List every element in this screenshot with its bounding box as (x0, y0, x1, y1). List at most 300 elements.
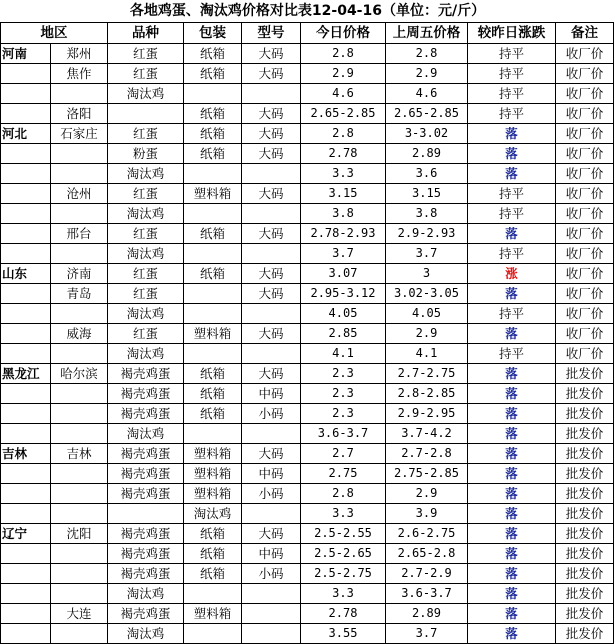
city-cell (51, 484, 108, 504)
size-cell (242, 504, 301, 524)
change-cell: 落 (468, 144, 556, 164)
prov-cell (1, 404, 51, 424)
last-friday-price-cell: 3-3.02 (386, 124, 468, 144)
last-friday-price-cell: 2.9-2.95 (386, 404, 468, 424)
pack-cell: 纸箱 (184, 544, 242, 564)
note-cell: 收厂价 (556, 304, 614, 324)
last-friday-price-cell: 2.65-2.8 (386, 544, 468, 564)
note-cell: 收厂价 (556, 344, 614, 364)
note-cell: 批发价 (556, 364, 614, 384)
today-price-cell: 2.3 (301, 404, 386, 424)
page-title: 各地鸡蛋、淘汰鸡价格对比表12-04-16（单位：元/斤） (129, 3, 486, 19)
variety-cell: 褐壳鸡蛋 (108, 484, 184, 504)
note-cell: 收厂价 (556, 324, 614, 344)
today-price-cell: 2.5-2.75 (301, 564, 386, 584)
variety-cell: 褐壳鸡蛋 (108, 564, 184, 584)
variety-cell: 淘汰鸡 (108, 84, 184, 104)
last-friday-price-cell: 2.9 (386, 64, 468, 84)
today-price-cell: 2.8 (301, 44, 386, 64)
today-price-cell: 2.9 (301, 64, 386, 84)
variety-cell: 褐壳鸡蛋 (108, 404, 184, 424)
pack-cell: 纸箱 (184, 44, 242, 64)
note-cell: 收厂价 (556, 84, 614, 104)
note-cell: 收厂价 (556, 224, 614, 244)
change-cell: 落 (468, 364, 556, 384)
prov-cell (1, 84, 51, 104)
size-cell (242, 204, 301, 224)
change-cell: 落 (468, 564, 556, 584)
note-cell: 批发价 (556, 564, 614, 584)
last-friday-price-cell: 2.75-2.85 (386, 464, 468, 484)
change-cell: 落 (468, 604, 556, 624)
prov-cell (1, 244, 51, 264)
prov-cell (1, 104, 51, 124)
variety-cell: 褐壳鸡蛋 (108, 604, 184, 624)
prov-cell: 河南 (1, 44, 51, 64)
today-price-cell: 2.65-2.85 (301, 104, 386, 124)
pack-cell: 塑料箱 (184, 464, 242, 484)
variety-cell: 红蛋 (108, 44, 184, 64)
change-cell: 涨 (468, 264, 556, 284)
change-cell: 持平 (468, 244, 556, 264)
prov-cell (1, 564, 51, 584)
city-cell: 郑州 (51, 44, 108, 64)
today-price-cell: 3.15 (301, 184, 386, 204)
note-cell: 批发价 (556, 604, 614, 624)
size-cell: 大码 (242, 104, 301, 124)
table-row (1, 344, 614, 364)
pack-cell (184, 244, 242, 264)
today-price-cell: 4.1 (301, 344, 386, 364)
pack-cell: 塑料箱 (184, 484, 242, 504)
last-friday-price-cell: 4.05 (386, 304, 468, 324)
size-cell (242, 84, 301, 104)
change-cell: 落 (468, 624, 556, 644)
prov-cell (1, 144, 51, 164)
prov-cell (1, 384, 51, 404)
last-friday-price-cell: 2.7-2.8 (386, 444, 468, 464)
pack-cell (184, 624, 242, 644)
prov-cell (1, 344, 51, 364)
today-price-cell: 2.75 (301, 464, 386, 484)
variety-cell: 褐壳鸡蛋 (108, 464, 184, 484)
prov-cell: 山东 (1, 264, 51, 284)
size-cell: 大码 (242, 124, 301, 144)
note-cell: 收厂价 (556, 104, 614, 124)
change-cell: 持平 (468, 304, 556, 324)
table-row (1, 504, 614, 524)
prov-cell (1, 584, 51, 604)
prov-cell (1, 284, 51, 304)
city-cell (51, 164, 108, 184)
size-cell: 大码 (242, 444, 301, 464)
last-friday-price-cell: 3.15 (386, 184, 468, 204)
note-cell: 批发价 (556, 404, 614, 424)
city-cell (51, 464, 108, 484)
header-region: 地区 (1, 23, 108, 44)
change-cell: 落 (468, 384, 556, 404)
today-price-cell: 4.6 (301, 84, 386, 104)
pack-cell: 纸箱 (184, 404, 242, 424)
today-price-cell: 3.7 (301, 244, 386, 264)
table-row (1, 404, 614, 424)
change-cell: 落 (468, 504, 556, 524)
size-cell: 小码 (242, 564, 301, 584)
header-note: 备注 (556, 23, 614, 44)
prov-cell (1, 484, 51, 504)
city-cell (51, 84, 108, 104)
change-cell: 落 (468, 524, 556, 544)
today-price-cell: 3.55 (301, 624, 386, 644)
note-cell: 收厂价 (556, 44, 614, 64)
header-lastfri: 上周五价格 (386, 23, 468, 44)
table-row (1, 64, 614, 84)
pack-cell: 纸箱 (184, 364, 242, 384)
size-cell: 大码 (242, 184, 301, 204)
today-price-cell: 2.5-2.65 (301, 544, 386, 564)
pack-cell: 纸箱 (184, 524, 242, 544)
last-friday-price-cell: 2.9-2.93 (386, 224, 468, 244)
note-cell: 批发价 (556, 484, 614, 504)
variety-cell: 褐壳鸡蛋 (108, 524, 184, 544)
header-pack: 包装 (184, 23, 242, 44)
last-friday-price-cell: 3.7-4.2 (386, 424, 468, 444)
pack-cell (184, 304, 242, 324)
city-cell: 焦作 (51, 64, 108, 84)
table-row (1, 264, 614, 284)
today-price-cell: 2.85 (301, 324, 386, 344)
city-cell (51, 584, 108, 604)
prov-cell: 辽宁 (1, 524, 51, 544)
table-row (1, 184, 614, 204)
change-cell: 落 (468, 124, 556, 144)
pack-cell: 纸箱 (184, 144, 242, 164)
last-friday-price-cell: 2.7-2.75 (386, 364, 468, 384)
variety-cell: 淘汰鸡 (108, 164, 184, 184)
prov-cell (1, 624, 51, 644)
variety-cell: 红蛋 (108, 264, 184, 284)
note-cell: 收厂价 (556, 144, 614, 164)
city-cell: 邢台 (51, 224, 108, 244)
city-cell (51, 624, 108, 644)
note-cell: 收厂价 (556, 124, 614, 144)
last-friday-price-cell: 2.9 (386, 324, 468, 344)
last-friday-price-cell: 2.6-2.75 (386, 524, 468, 544)
variety-cell: 褐壳鸡蛋 (108, 444, 184, 464)
change-cell: 落 (468, 484, 556, 504)
variety-cell: 红蛋 (108, 124, 184, 144)
prov-cell (1, 324, 51, 344)
variety-cell: 淘汰鸡 (108, 204, 184, 224)
table-row (1, 584, 614, 604)
size-cell: 大码 (242, 284, 301, 304)
change-cell: 落 (468, 324, 556, 344)
size-cell: 中码 (242, 544, 301, 564)
size-cell: 大码 (242, 144, 301, 164)
today-price-cell: 3.8 (301, 204, 386, 224)
prov-cell (1, 424, 51, 444)
pack-cell (184, 84, 242, 104)
pack-cell (184, 344, 242, 364)
note-cell: 收厂价 (556, 164, 614, 184)
pack-cell: 塑料箱 (184, 184, 242, 204)
city-cell (51, 504, 108, 524)
change-cell: 持平 (468, 84, 556, 104)
last-friday-price-cell: 4.6 (386, 84, 468, 104)
city-cell (51, 244, 108, 264)
change-cell: 落 (468, 424, 556, 444)
prov-cell (1, 604, 51, 624)
last-friday-price-cell: 3.02-3.05 (386, 284, 468, 304)
city-cell (51, 424, 108, 444)
prov-cell: 河北 (1, 124, 51, 144)
note-cell: 批发价 (556, 444, 614, 464)
change-cell: 落 (468, 544, 556, 564)
prov-cell (1, 64, 51, 84)
last-friday-price-cell: 2.7-2.9 (386, 564, 468, 584)
prov-cell: 黑龙江 (1, 364, 51, 384)
table-row (1, 424, 614, 444)
table-row (1, 304, 614, 324)
variety-cell: 红蛋 (108, 64, 184, 84)
size-cell (242, 604, 301, 624)
variety-cell: 红蛋 (108, 184, 184, 204)
city-cell: 沈阳 (51, 524, 108, 544)
size-cell: 大码 (242, 224, 301, 244)
prov-cell (1, 184, 51, 204)
variety-cell: 红蛋 (108, 324, 184, 344)
pack-cell: 纸箱 (184, 64, 242, 84)
city-cell (51, 404, 108, 424)
pack-cell (184, 284, 242, 304)
last-friday-price-cell: 2.9 (386, 484, 468, 504)
last-friday-price-cell: 3.7 (386, 244, 468, 264)
variety-cell: 淘汰鸡 (108, 584, 184, 604)
city-cell (51, 304, 108, 324)
table-row (1, 224, 614, 244)
pack-cell: 塑料箱 (184, 604, 242, 624)
prov-cell (1, 164, 51, 184)
size-cell: 小码 (242, 484, 301, 504)
prov-cell (1, 504, 51, 524)
table-row (1, 144, 614, 164)
table-row (1, 544, 614, 564)
pack-cell: 纸箱 (184, 384, 242, 404)
size-cell: 大码 (242, 64, 301, 84)
table-row (1, 244, 614, 264)
variety-cell: 红蛋 (108, 284, 184, 304)
change-cell: 落 (468, 464, 556, 484)
note-cell: 收厂价 (556, 64, 614, 84)
variety-cell: 粉蛋 (108, 144, 184, 164)
last-friday-price-cell: 2.89 (386, 144, 468, 164)
today-price-cell: 3.3 (301, 584, 386, 604)
change-cell: 持平 (468, 344, 556, 364)
variety-cell (108, 104, 184, 124)
city-cell (51, 344, 108, 364)
header-today: 今日价格 (301, 23, 386, 44)
size-cell: 大码 (242, 524, 301, 544)
city-cell (51, 544, 108, 564)
table-row (1, 364, 614, 384)
city-cell: 洛阳 (51, 104, 108, 124)
pack-cell: 纸箱 (184, 224, 242, 244)
table-row (1, 164, 614, 184)
city-cell: 大连 (51, 604, 108, 624)
pack-cell (184, 584, 242, 604)
table-row (1, 284, 614, 304)
note-cell: 批发价 (556, 584, 614, 604)
prov-cell (1, 204, 51, 224)
city-cell: 吉林 (51, 444, 108, 464)
today-price-cell: 2.3 (301, 364, 386, 384)
pack-cell: 纸箱 (184, 564, 242, 584)
pack-cell: 纸箱 (184, 104, 242, 124)
today-price-cell: 2.78 (301, 144, 386, 164)
last-friday-price-cell: 3.8 (386, 204, 468, 224)
pack-cell: 淘汰鸡 (184, 504, 242, 524)
city-cell: 威海 (51, 324, 108, 344)
change-cell: 落 (468, 444, 556, 464)
today-price-cell: 2.8 (301, 484, 386, 504)
variety-cell: 淘汰鸡 (108, 304, 184, 324)
city-cell: 沧州 (51, 184, 108, 204)
variety-cell: 褐壳鸡蛋 (108, 544, 184, 564)
change-cell: 持平 (468, 204, 556, 224)
pack-cell: 塑料箱 (184, 324, 242, 344)
prov-cell (1, 224, 51, 244)
prov-cell: 吉林 (1, 444, 51, 464)
variety-cell: 红蛋 (108, 224, 184, 244)
today-price-cell: 2.78-2.93 (301, 224, 386, 244)
table-row (1, 104, 614, 124)
change-cell: 持平 (468, 184, 556, 204)
note-cell: 批发价 (556, 524, 614, 544)
table-row (1, 384, 614, 404)
size-cell (242, 244, 301, 264)
today-price-cell: 2.3 (301, 384, 386, 404)
change-cell: 持平 (468, 104, 556, 124)
today-price-cell: 2.95-3.12 (301, 284, 386, 304)
today-price-cell: 4.05 (301, 304, 386, 324)
table-row (1, 444, 614, 464)
last-friday-price-cell: 2.8-2.85 (386, 384, 468, 404)
size-cell (242, 424, 301, 444)
city-cell: 青岛 (51, 284, 108, 304)
table-row (1, 324, 614, 344)
last-friday-price-cell: 2.65-2.85 (386, 104, 468, 124)
table-row (1, 564, 614, 584)
pack-cell: 纸箱 (184, 264, 242, 284)
city-cell (51, 144, 108, 164)
table-row (1, 624, 614, 644)
change-cell: 持平 (468, 44, 556, 64)
last-friday-price-cell: 3.9 (386, 504, 468, 524)
last-friday-price-cell: 3 (386, 264, 468, 284)
variety-cell: 淘汰鸡 (108, 344, 184, 364)
city-cell: 济南 (51, 264, 108, 284)
header-row (1, 23, 614, 44)
size-cell (242, 344, 301, 364)
pack-cell (184, 164, 242, 184)
header-change: 较昨日涨跌 (468, 23, 556, 44)
today-price-cell: 2.7 (301, 444, 386, 464)
table-row (1, 44, 614, 64)
change-cell: 落 (468, 224, 556, 244)
last-friday-price-cell: 3.7 (386, 624, 468, 644)
city-cell (51, 204, 108, 224)
note-cell: 批发价 (556, 424, 614, 444)
note-cell: 收厂价 (556, 244, 614, 264)
size-cell: 大码 (242, 264, 301, 284)
today-price-cell: 3.3 (301, 164, 386, 184)
size-cell: 小码 (242, 404, 301, 424)
table-row (1, 124, 614, 144)
note-cell: 批发价 (556, 504, 614, 524)
size-cell: 中码 (242, 384, 301, 404)
city-cell: 石家庄 (51, 124, 108, 144)
prov-cell (1, 304, 51, 324)
header-variety: 品种 (108, 23, 184, 44)
city-cell (51, 564, 108, 584)
last-friday-price-cell: 3.6 (386, 164, 468, 184)
variety-cell: 褐壳鸡蛋 (108, 364, 184, 384)
note-cell: 批发价 (556, 464, 614, 484)
note-cell: 收厂价 (556, 284, 614, 304)
pack-cell: 塑料箱 (184, 444, 242, 464)
variety-cell: 淘汰鸡 (108, 244, 184, 264)
prov-cell (1, 464, 51, 484)
note-cell: 收厂价 (556, 184, 614, 204)
today-price-cell: 3.07 (301, 264, 386, 284)
note-cell: 批发价 (556, 384, 614, 404)
city-cell: 哈尔滨 (51, 364, 108, 384)
change-cell: 落 (468, 404, 556, 424)
last-friday-price-cell: 3.6-3.7 (386, 584, 468, 604)
table-row (1, 204, 614, 224)
variety-cell: 褐壳鸡蛋 (108, 384, 184, 404)
change-cell: 持平 (468, 64, 556, 84)
variety-cell: 淘汰鸡 (108, 624, 184, 644)
last-friday-price-cell: 4.1 (386, 344, 468, 364)
today-price-cell: 3.3 (301, 504, 386, 524)
change-cell: 落 (468, 284, 556, 304)
table-row (1, 524, 614, 544)
size-cell (242, 584, 301, 604)
note-cell: 批发价 (556, 544, 614, 564)
last-friday-price-cell: 2.89 (386, 604, 468, 624)
size-cell: 大码 (242, 364, 301, 384)
change-cell: 落 (468, 584, 556, 604)
egg-price-table (0, 22, 614, 644)
note-cell: 收厂价 (556, 264, 614, 284)
note-cell: 收厂价 (556, 204, 614, 224)
variety-cell (108, 504, 184, 524)
change-cell: 落 (468, 164, 556, 184)
today-price-cell: 2.78 (301, 604, 386, 624)
size-cell (242, 624, 301, 644)
table-row (1, 84, 614, 104)
size-cell: 中码 (242, 464, 301, 484)
size-cell: 大码 (242, 324, 301, 344)
table-row (1, 604, 614, 624)
table-row (1, 484, 614, 504)
pack-cell: 纸箱 (184, 124, 242, 144)
variety-cell: 淘汰鸡 (108, 424, 184, 444)
pack-cell (184, 204, 242, 224)
prov-cell (1, 544, 51, 564)
size-cell (242, 164, 301, 184)
